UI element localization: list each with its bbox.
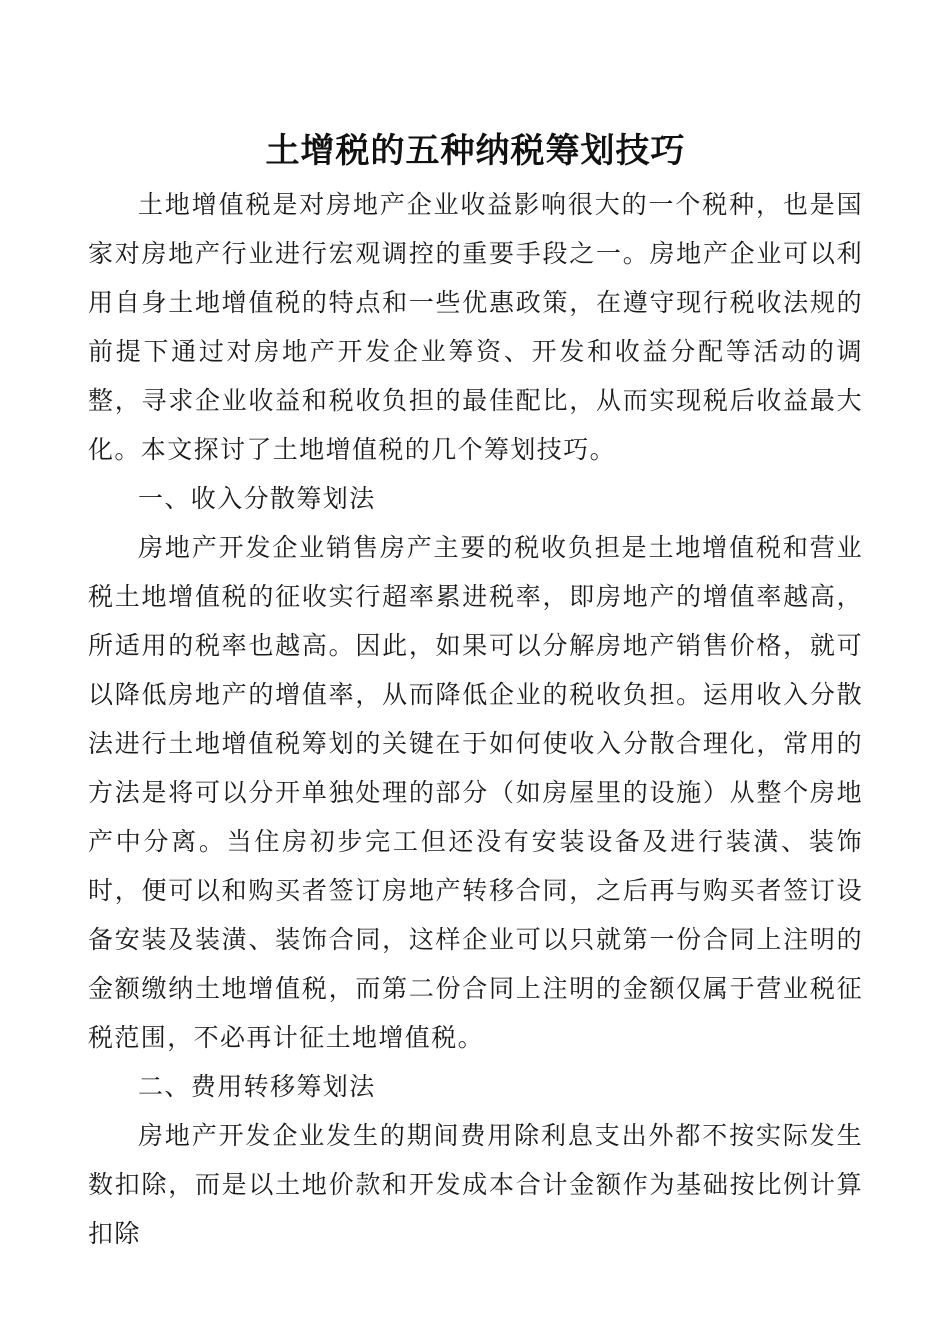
section-body-2: 房地产开发企业发生的期间费用除利息支出外都不按实际发生数扣除，而是以土地价款和开发成本合计金额作为基础按比例计算扣除 [88,1121,863,1248]
document-page [88,128,863,1258]
section-body-1: 房地产开发企业销售房产主要的税收负担是土地增值税和营业税土地增值税的征收实行超率累进税率，即房地产的增值率越高，所适用的税率也越高。因此，如果可以分解房地产销售价格，就可以降低房地产的增值率，从而降低企业的税收负担。运用收入分散法进行土地增值税筹划的关键在于如何使收入分散合理化，常用的方法是将可以分开单独处理的部分（如房屋里的设施）从整个房地产中分离。当住房初步完工但还没有安装设备及进行装潢、装饰时，便可以和购买者签订房地产转移合同，之后再与购买者签订设备安装及装潢、装饰合同，这样企业可以只就第一份合同上注明的金额缴纳土地增值税，而第二份合同上注明的金额仅属于营业税征税范围，不必再计征土地增值税。 [88,533,863,1052]
intro-paragraph: 土地增值税是对房地产企业收益影响很大的一个税种，也是国家对房地产行业进行宏观调控的重要手段之一。房地产企业可以利用自身土地增值税的特点和一些优惠政策，在遵守现行税收法规的前提下通过对房地产开发企业筹资、开发和收益分配等活动的调整，寻求企业收益和税收负担的最佳配比，从而实现税后收益最大化。本文探讨了土地增值税的几个筹划技巧。 [88,190,863,464]
section-heading-1: 一、收入分散筹划法 [138,484,376,513]
section-heading-2: 二、费用转移筹划法 [138,1072,376,1101]
document-title: 土增税的五种纳税筹划技巧 [265,131,686,171]
